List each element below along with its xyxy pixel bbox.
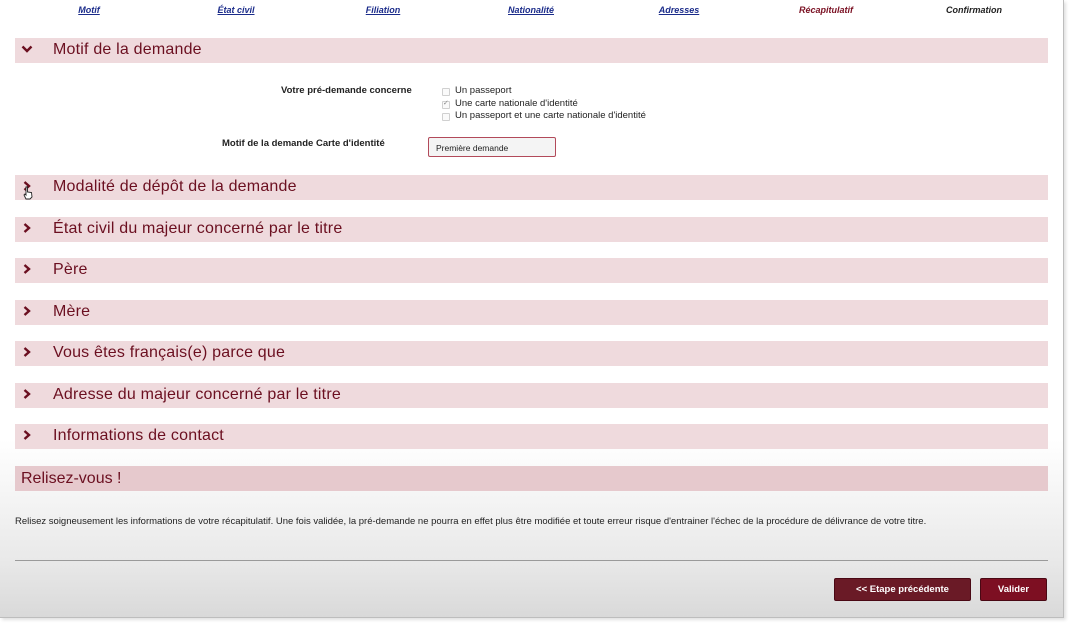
motif-label: Motif de la demande Carte d'identité [222, 138, 385, 149]
option-label: Un passeport [455, 85, 512, 96]
summary-header [15, 466, 1048, 491]
concerne-label: Votre pré-demande concerne [281, 85, 412, 96]
chevron-right-icon [21, 262, 35, 278]
chevron-right-icon [21, 345, 35, 361]
section-modalite-header[interactable] [15, 175, 1048, 200]
section-francais-header[interactable] [15, 341, 1048, 366]
summary-notice: Relisez soigneusement les informations de votre récapitulatif. Une fois validée, la pré-demande ne pourra en effet plus être modifiée et toute erreur risque d'entrainer l'échec de la procédure de délivrance de votre titre. [15, 516, 927, 527]
section-etat-civil-header[interactable] [15, 217, 1048, 242]
chevron-right-icon [21, 221, 35, 237]
section-francais-title: Vous êtes français(e) parce que [53, 344, 286, 361]
summary-title: Relisez-vous ! [21, 470, 122, 487]
chevron-right-icon [21, 387, 35, 403]
step-etat-civil[interactable]: État civil [217, 5, 255, 15]
section-adresse-header[interactable] [15, 383, 1048, 408]
step-navigation [14, 5, 1048, 19]
section-pere-header[interactable] [15, 258, 1048, 283]
section-adresse-title: Adresse du majeur concerné par le titre [53, 386, 341, 403]
step-recapitulatif: Récapitulatif [798, 5, 854, 15]
section-mere-title: Mère [53, 303, 91, 320]
section-motif-header[interactable] [15, 38, 1048, 63]
chevron-right-icon [21, 304, 35, 320]
previous-step-button[interactable]: << Etape précédente [834, 578, 971, 601]
hand-cursor-icon [22, 186, 34, 200]
section-etat-civil-title: État civil du majeur concerné par le titre [53, 220, 343, 237]
step-nationalite[interactable]: Nationalité [507, 5, 555, 15]
section-contact-header[interactable] [15, 424, 1048, 449]
option-checkbox-checked[interactable] [442, 101, 450, 109]
option-checkbox[interactable] [442, 113, 450, 121]
step-confirmation: Confirmation [946, 5, 1002, 15]
section-mere-header[interactable] [15, 300, 1048, 325]
section-motif-title: Motif de la demande [53, 41, 202, 58]
step-filiation[interactable]: Filiation [365, 5, 401, 15]
motif-select[interactable]: Première demande [428, 137, 556, 157]
chevron-right-icon [21, 428, 35, 444]
step-motif[interactable]: Motif [78, 5, 100, 15]
section-modalite-title: Modalité de dépôt de la demande [53, 178, 297, 195]
divider [15, 560, 1048, 561]
section-pere-title: Père [53, 261, 88, 278]
option-label: Une carte nationale d'identité [455, 97, 578, 109]
validate-button[interactable]: Valider [980, 578, 1047, 601]
step-adresses[interactable]: Adresses [658, 5, 700, 15]
section-contact-title: Informations de contact [53, 427, 224, 444]
option-checkbox[interactable] [442, 88, 450, 96]
chevron-down-icon [21, 42, 35, 58]
option-label: Un passeport et une carte nationale d'identité [455, 110, 646, 121]
